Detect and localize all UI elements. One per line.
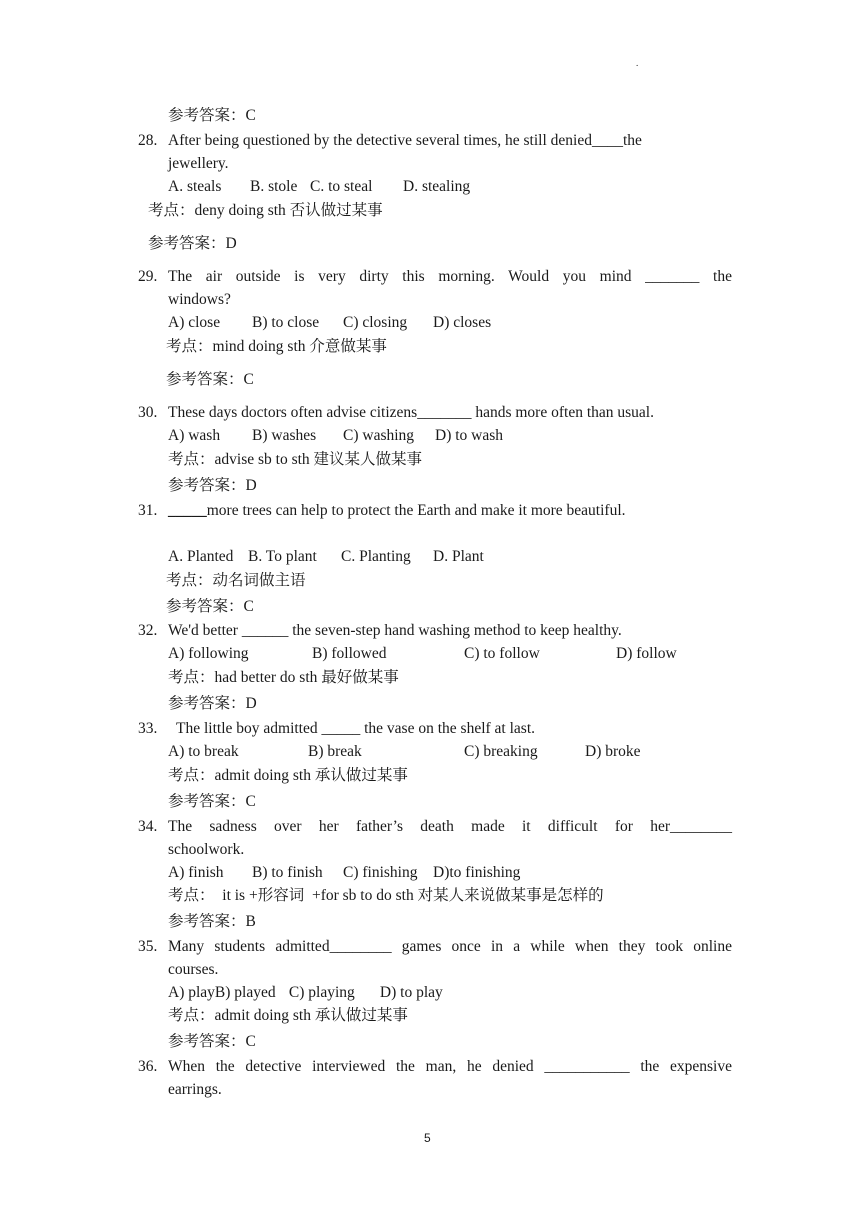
point-line [166, 337, 387, 357]
options-line [168, 313, 491, 333]
answer-value: D [225, 235, 237, 252]
page-number: 5 [424, 1131, 431, 1145]
option: B) washes [252, 427, 317, 444]
answer-label: 参考答案： [168, 107, 246, 124]
option: C. to steal [310, 178, 373, 195]
answer-label: 参考答案： [168, 913, 246, 930]
header-mark: . [636, 58, 639, 68]
options-line [168, 983, 443, 1003]
option: B. To plant [248, 548, 317, 565]
question-text: jewellery. [168, 155, 229, 172]
answer-value: C [245, 1033, 256, 1050]
option: B. stole [250, 178, 298, 195]
point-line [168, 886, 604, 906]
answer-label: 参考答案： [166, 598, 244, 615]
question-text [168, 501, 626, 521]
question-text: When the detective interviewed the man, he denied ___________ the expensive [168, 1058, 732, 1075]
question-blank: _____ [168, 502, 207, 519]
option: C) breaking [464, 743, 538, 760]
answer-label: 参考答案： [168, 1033, 246, 1050]
question-number: 29. [138, 268, 158, 285]
point-text: admit doing sth 承认做过某事 [214, 767, 408, 784]
question-text: We'd better ______ the seven-step hand washing method to keep healthy. [168, 622, 622, 639]
answer-line [168, 912, 256, 932]
option: D)to finishing [433, 864, 521, 881]
question-number: 31. [138, 502, 158, 519]
option: A) close [168, 314, 221, 331]
point-line [168, 766, 408, 786]
point-text: advise sb to sth 建议某人做某事 [214, 451, 423, 468]
question-text-rest: more trees can help to protect the Earth and make it more beautiful. [206, 502, 626, 519]
question-text: The air outside is very dirty this morning. Would you mind _______ the [168, 268, 732, 285]
option: B) followed [312, 645, 387, 662]
answer-label: 参考答案： [166, 371, 244, 388]
point-label: 考点： [168, 1007, 215, 1024]
answer-line [168, 106, 256, 126]
option: A. Planted [168, 548, 234, 565]
point-line [148, 201, 383, 221]
answer-value: D [245, 477, 257, 494]
option: A) finish [168, 864, 224, 881]
point-text: admit doing sth 承认做过某事 [214, 1007, 408, 1024]
option: D. Plant [433, 548, 484, 565]
answer-value: C [245, 107, 256, 124]
point-label: 考点： [166, 338, 213, 355]
point-label: 考点： [166, 572, 213, 589]
point-label: 考点： [168, 887, 215, 904]
question-text: The sadness over her father’s death made it difficult for her________ [168, 818, 732, 835]
answer-value: C [245, 793, 256, 810]
point-label: 考点： [168, 669, 215, 686]
option: A) to break [168, 743, 239, 760]
options-line [168, 177, 470, 197]
question-text: windows? [168, 291, 231, 308]
options-line [168, 644, 677, 664]
option: B) to finish [252, 864, 323, 881]
question-text: courses. [168, 961, 219, 978]
option: B) break [308, 743, 362, 760]
option: B) played [214, 984, 276, 1001]
option: C) washing [343, 427, 415, 444]
question-number: 32. [138, 622, 158, 639]
answer-label: 参考答案： [168, 695, 246, 712]
question-text: schoolwork. [168, 841, 245, 858]
question-text: After being questioned by the detective several times, he still denied____the [168, 132, 642, 149]
option: D) to wash [435, 427, 504, 444]
point-text: it is +形容词 +for sb to do sth 对某人来说做某事是怎样的 [214, 887, 604, 904]
point-label: 考点： [148, 202, 195, 219]
point-label: 考点： [168, 451, 215, 468]
option: B) to close [252, 314, 320, 331]
point-line [168, 1006, 408, 1026]
point-text: mind doing sth 介意做某事 [212, 338, 387, 355]
question-number: 28. [138, 132, 158, 149]
option: C) closing [343, 314, 408, 331]
answer-value: C [243, 598, 254, 615]
point-line [168, 450, 422, 470]
point-text: had better do sth 最好做某事 [214, 669, 399, 686]
question-number: 33. [138, 720, 158, 737]
answer-value: D [245, 695, 257, 712]
option: D. stealing [403, 178, 471, 195]
answer-label: 参考答案： [168, 793, 246, 810]
question-text: The little boy admitted _____ the vase on the shelf at last. [176, 720, 535, 737]
options-line [168, 547, 484, 567]
option: A) play [168, 984, 215, 1001]
point-text: deny doing sth 否认做过某事 [194, 202, 383, 219]
options-line [168, 863, 520, 883]
answer-label: 参考答案： [148, 235, 226, 252]
option: D) to play [379, 984, 443, 1001]
option: C) playing [288, 984, 355, 1001]
option: C) to follow [464, 645, 540, 662]
option: D) closes [433, 314, 492, 331]
answer-line [148, 234, 237, 254]
option: D) follow [616, 645, 677, 662]
option: D) broke [585, 743, 641, 760]
option: A) following [168, 645, 249, 662]
answer-line [166, 370, 254, 390]
question-number: 35. [138, 938, 158, 955]
answer-label: 参考答案： [168, 477, 246, 494]
option: A. steals [168, 178, 222, 195]
question-number: 30. [138, 404, 158, 421]
point-text: 动名词做主语 [212, 572, 306, 589]
answer-line [168, 1032, 256, 1052]
answer-value: C [243, 371, 254, 388]
option: A) wash [168, 427, 221, 444]
option: C) finishing [343, 864, 418, 881]
point-line [168, 668, 399, 688]
question-text: Many students admitted________ games once in a while when they took online [168, 938, 732, 955]
question-text: These days doctors often advise citizens_______ hands more often than usual. [168, 404, 654, 421]
question-text: earrings. [168, 1081, 222, 1098]
answer-line [168, 476, 257, 496]
point-label: 考点： [168, 767, 215, 784]
options-line [168, 742, 641, 762]
answer-line [168, 694, 257, 714]
answer-line [168, 792, 256, 812]
question-number: 34. [138, 818, 158, 835]
answer-value: B [245, 913, 256, 930]
point-line [166, 571, 306, 591]
answer-line [166, 597, 254, 617]
option: C. Planting [341, 548, 411, 565]
options-line [168, 426, 503, 446]
question-number: 36. [138, 1058, 158, 1075]
